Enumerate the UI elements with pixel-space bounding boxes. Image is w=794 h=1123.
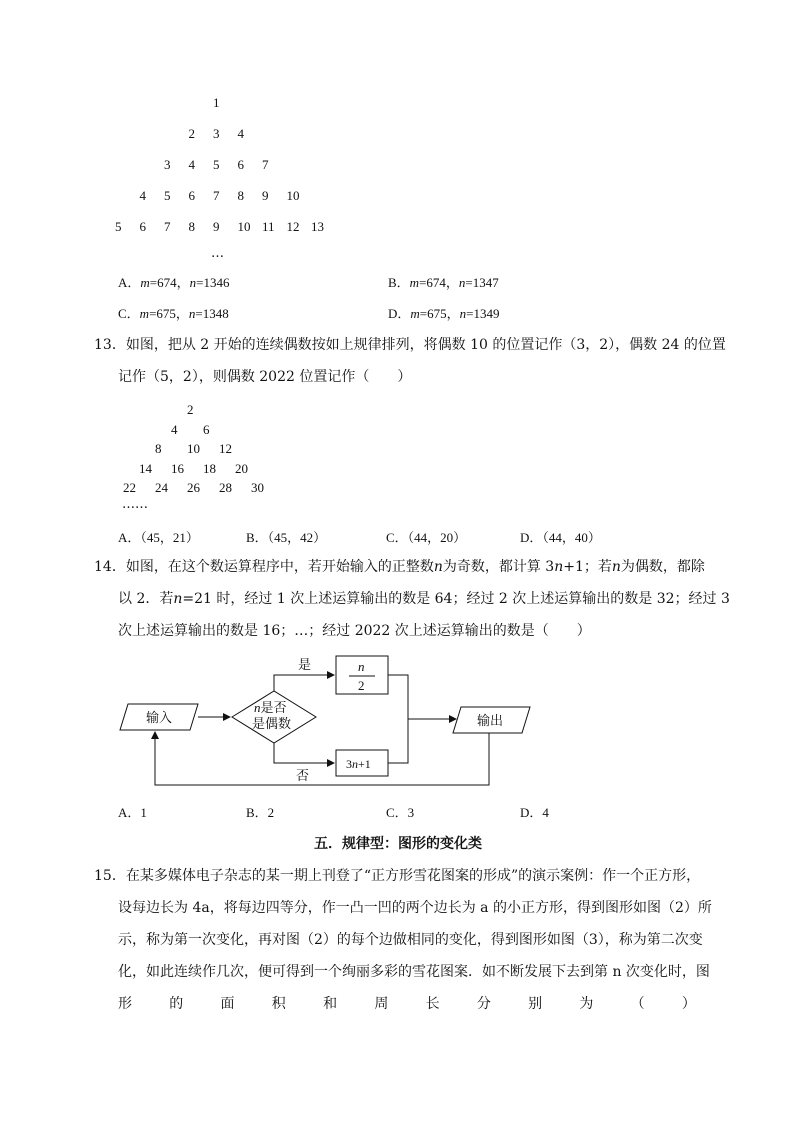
q13-option-b[interactable]: B．（45，42）: [246, 530, 327, 545]
decision-label-line-1: n是否: [254, 700, 287, 716]
value-m: =675，: [149, 306, 189, 321]
triangle-2-number: 26: [187, 480, 200, 495]
text-segment: 为偶数，都除: [620, 559, 705, 575]
triangle-1-number: 11: [262, 219, 275, 234]
output-label: 输出: [477, 714, 504, 729]
triangle-2-number: 6: [203, 421, 210, 437]
triangle-1-number: 7: [213, 188, 220, 203]
q15-text-line-4: 化，如此连续作几次，便可得到一个绚丽多彩的雪花图案．如不断发展下去到第 n 次变化时，图: [118, 964, 710, 980]
q14-option-d[interactable]: D．4: [520, 805, 549, 820]
value-m: =674，: [419, 275, 459, 290]
var-n: n: [459, 306, 467, 321]
triangle-2-number: 8: [155, 441, 162, 456]
triangle-2-number: 20: [235, 460, 248, 476]
decision-label-line-2: 是偶数: [252, 717, 292, 732]
var-n: n: [173, 591, 183, 607]
q15-line-5-char: 分: [476, 996, 491, 1012]
q15-line-5-char: 形: [118, 996, 132, 1012]
q15-line-5-char: 的: [169, 996, 184, 1012]
q13-option-a[interactable]: A．（45，21）: [118, 530, 199, 545]
q14-option-b[interactable]: B．2: [246, 805, 275, 820]
q15-line-5-char: 别: [528, 996, 543, 1012]
value-m: =675，: [419, 306, 460, 321]
value-m: =674，: [149, 275, 190, 290]
q13-option-c[interactable]: C．（44，20）: [386, 530, 467, 545]
option-label: B．: [388, 275, 410, 290]
triangle-2-number: 12: [219, 441, 232, 456]
triangle-1-ellipsis: …: [211, 246, 224, 261]
text-segment: 以 2．若: [118, 591, 174, 607]
triangle-1-number: 3: [213, 126, 220, 141]
option-label: D．: [388, 306, 411, 321]
multiply-label: 3n+1: [346, 757, 371, 771]
q13-text-line-2: 记作（5，2），则偶数 2022 位置记作（ ）: [118, 369, 412, 385]
q15-line-5-char: （: [630, 996, 645, 1012]
triangle-1-number: 5: [115, 219, 122, 234]
triangle-1-number: 5: [164, 188, 171, 203]
triangle-2-number: 24: [155, 480, 168, 495]
option-label: A．: [118, 275, 141, 290]
q15-text-line-1: 15．在某多媒体电子杂志的某一期上刊登了“正方形雪花图案的形成”的演示案例：作一个正方形，: [94, 868, 701, 884]
var-n: n: [554, 559, 564, 575]
triangle-1-number: 4: [139, 188, 146, 203]
triangle-2-ellipsis: ……: [122, 497, 148, 512]
q14-text-line-3: 次上述运算输出的数是 16；…；经过 2022 次上述运算输出的数是（ ）: [118, 623, 591, 639]
var-n: n: [189, 275, 197, 290]
triangle-1-number: 10: [237, 219, 251, 234]
triangle-1-number: 6: [188, 188, 195, 203]
var-n: n: [611, 559, 621, 575]
triangle-1-number: 13: [311, 219, 324, 234]
triangle-2-number: 30: [251, 480, 264, 495]
q15-line-5-char: 为: [579, 996, 594, 1012]
q15-text-line-2: 设每边长为 4a，将每边四等分，作一凸一凹的两个边长为 a 的小正方形，得到图形如图（2）所: [118, 900, 712, 916]
q15-line-5-char: 长: [425, 996, 440, 1012]
triangle-1-number: 7: [164, 219, 171, 234]
yes-label: 是: [298, 658, 312, 673]
q15-line-5-char: 面: [220, 996, 235, 1012]
no-label: 否: [296, 769, 310, 784]
fraction-denominator: 2: [358, 678, 365, 693]
q13-text-line-1: 13．如图，把从 2 开始的连续偶数按如上规律排列，将偶数 10 的位置记作（3，2），偶数 24 的位置: [94, 337, 726, 353]
value-n: =1346: [196, 275, 230, 290]
q15-line-5-char: 积: [271, 996, 286, 1012]
var-m: m: [410, 306, 420, 321]
triangle-2-number: 28: [219, 480, 232, 495]
q14-option-c[interactable]: C．3: [386, 805, 415, 820]
q15-line-5-char: 和: [323, 996, 338, 1012]
var-n: n: [188, 306, 196, 321]
value-n: =1349: [466, 306, 500, 321]
var-m: m: [140, 275, 150, 290]
triangle-1-number: 4: [237, 126, 244, 141]
triangle-1-number: 2: [188, 126, 195, 141]
triangle-1-number: 6: [139, 219, 146, 234]
triangle-2-number: 10: [187, 441, 200, 456]
triangle-1-number: 1: [213, 95, 220, 110]
triangle-1-number: 5: [213, 157, 220, 172]
triangle-1-number: 12: [286, 219, 300, 234]
q15-text-line-3: 示，称为第一次变化，再对图（2）的每个边做相同的变化，得到图形如图（3），称为第二次变: [118, 932, 703, 948]
q15-line-5-char: 周: [374, 996, 389, 1012]
triangle-1-number: 4: [188, 157, 195, 172]
triangle-2-number: 16: [171, 460, 184, 476]
var-n: n: [458, 275, 466, 290]
triangle-1-number: 7: [262, 157, 269, 172]
section-title: 五．规律型：图形的变化类: [314, 836, 482, 852]
triangle-1-number: 8: [188, 219, 195, 234]
input-label: 输入: [146, 711, 173, 726]
value-n: =1348: [195, 306, 229, 321]
q14-option-a[interactable]: A．1: [118, 805, 147, 820]
triangle-1-number: 9: [213, 219, 220, 234]
triangle-2-number: 22: [123, 480, 136, 495]
var-m: m: [139, 306, 150, 321]
text-segment: +1；若: [563, 559, 612, 575]
triangle-2-number: 14: [139, 460, 152, 476]
q15-text-line-5: [118, 988, 696, 1020]
value-n: =1347: [465, 275, 499, 290]
q15-line-5-char: ）: [681, 996, 696, 1012]
triangle-2-number: 18: [203, 460, 216, 476]
triangle-2-number: 2: [187, 402, 194, 417]
triangle-1-number: 9: [262, 188, 269, 203]
fraction-numerator: n: [358, 659, 365, 674]
text-segment: 14．如图，在这个数运算程序中，若开始输入的正整数: [94, 559, 434, 575]
option-label: C．: [118, 306, 140, 321]
triangle-2-number: 4: [171, 421, 178, 437]
var-m: m: [409, 275, 420, 290]
text-segment: 为奇数，都计算 3: [442, 559, 555, 575]
triangle-1-number: 10: [286, 188, 300, 203]
q13-option-d[interactable]: D．（44，40）: [520, 530, 601, 545]
text-segment: =21 时，经过 1 次上述运算输出的数是 64；经过 2 次上述运算输出的数是 32；经过 3: [182, 591, 730, 607]
triangle-1-number: 3: [164, 157, 171, 172]
var-n: n: [433, 559, 443, 575]
triangle-1-number: 8: [237, 188, 244, 203]
triangle-1-number: 6: [237, 157, 244, 172]
